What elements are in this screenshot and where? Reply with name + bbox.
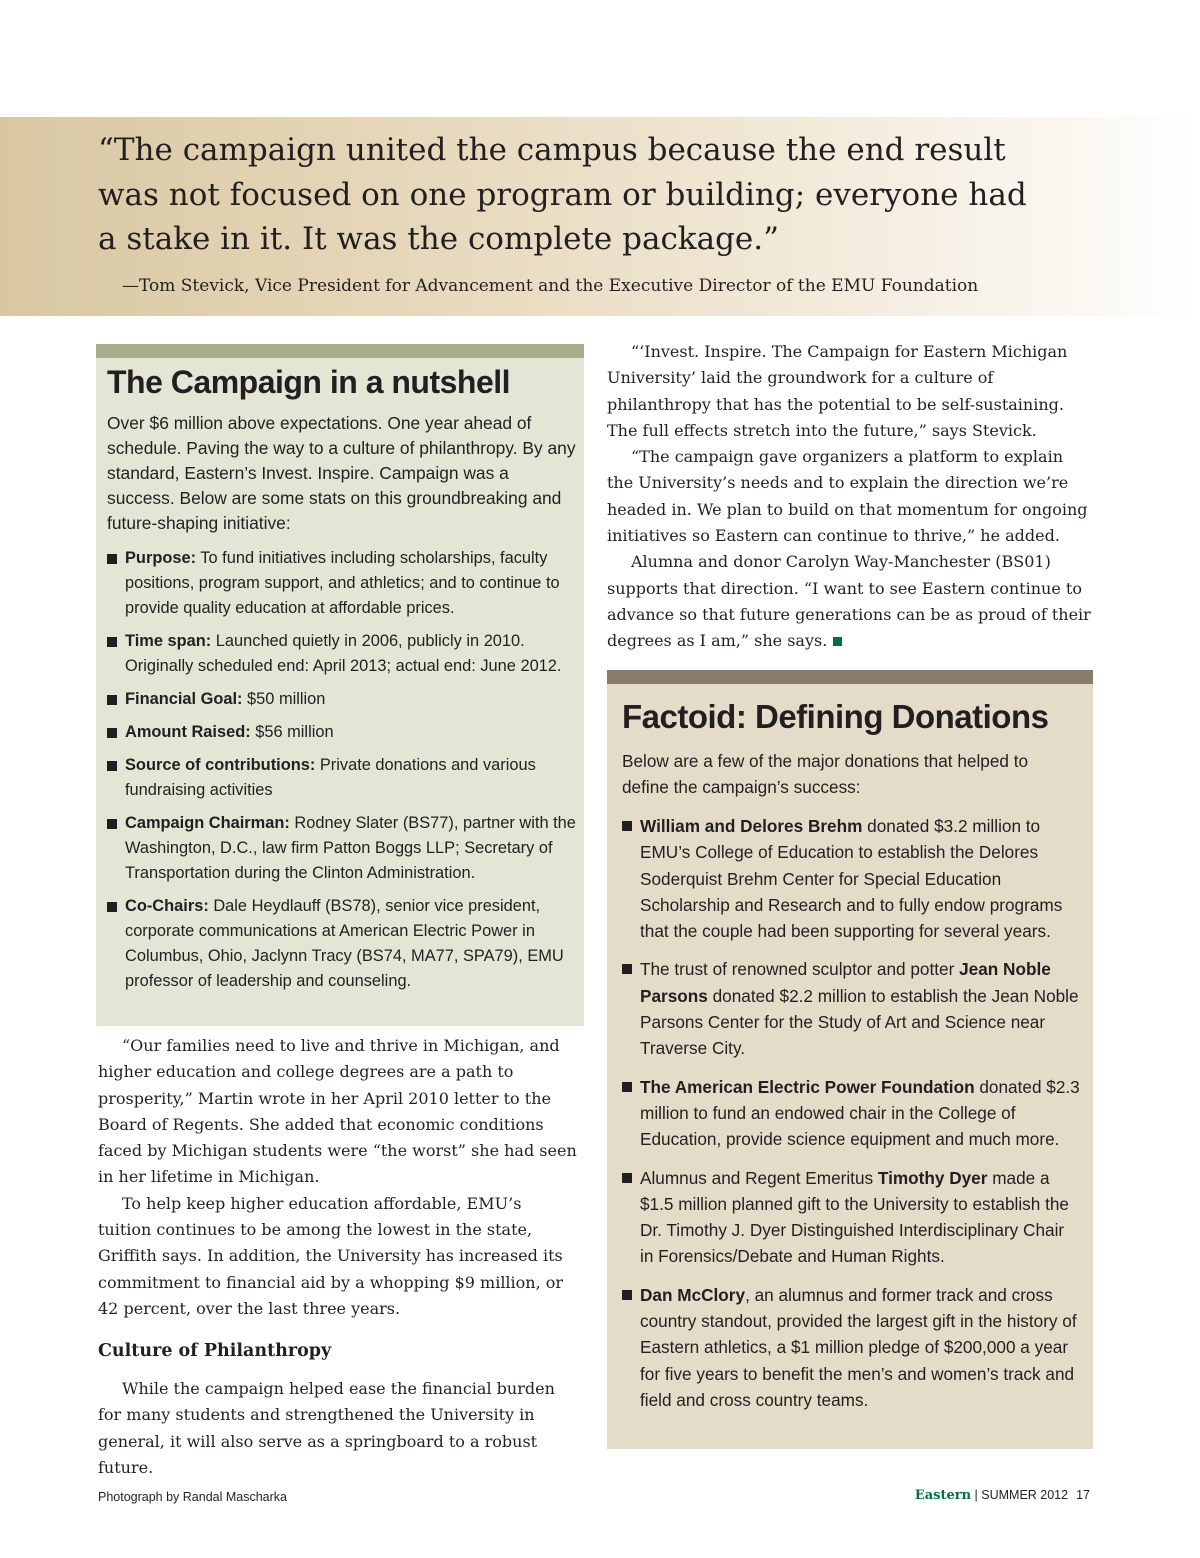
issue-label: | SUMMER 2012	[974, 1488, 1069, 1502]
item-text: , an alumnus and former track and cross country standout, provided the largest gift in the history of Eastern athletics, a $1 million pledge of $200,000 a year for five years to benefit the men’s and women’s track and field and cross country teams.	[640, 1284, 1077, 1410]
square-bullet-icon	[622, 1173, 632, 1183]
donations-list	[622, 813, 1080, 1425]
list-item	[622, 1165, 1080, 1270]
square-bullet-icon	[622, 821, 632, 831]
item-text: Dale Heydlauff (BS78), senior vice president, corporate communications at American Electric Power in Columbus, Ohio, Jaclynn Tracy (BS74, MA77, SPA79), EMU professor of leadership and counseling.	[125, 897, 564, 990]
list-item	[622, 1282, 1080, 1413]
item-label: Source of contributions:	[125, 756, 316, 774]
item-text: The trust of renowned sculptor and potter	[640, 959, 960, 980]
quote-attribution: —Tom Stevick, Vice President for Advancement and the Executive Director of the EMU Foundation	[122, 276, 979, 296]
square-bullet-icon	[622, 1082, 632, 1092]
right-column-text	[607, 339, 1093, 655]
list-item	[107, 894, 577, 994]
donor-name: Jean Noble Parsons	[640, 959, 1051, 1006]
square-bullet-icon	[107, 637, 117, 647]
nutshell-intro: Over $6 million above expectations. One year ahead of schedule. Paving the way to a culture of philanthropy. By any standard, Eastern’s Invest. Inspire. Campaign was a success. Below are some stats on this groundbreaking and future-shaping initiative:	[107, 413, 576, 533]
list-item	[107, 687, 577, 712]
item-text: Private donations and various fundraising activities	[125, 756, 536, 799]
item-label: Time span:	[125, 632, 212, 650]
body-paragraph: “‘Invest. Inspire. The Campaign for Eastern Michigan University’ laid the groundwork for a culture of philanthropy that has the potential to be self-sustaining. The full effects stretch into the future,” says Stevick.	[607, 342, 1068, 440]
photo-credit: Photograph by Randal Mascharka	[98, 1490, 288, 1504]
item-text: donated $2.3 million to fund an endowed chair in the College of Education, provide science equipment and much more.	[640, 1076, 1080, 1150]
item-text: Alumnus and Regent Emeritus	[640, 1167, 878, 1188]
donor-name: Dan McClory	[640, 1284, 746, 1305]
list-item	[107, 811, 577, 886]
item-label: Campaign Chairman:	[125, 814, 290, 832]
section-subhead: Culture of Philanthropy	[98, 1341, 332, 1361]
body-paragraph	[607, 549, 1093, 654]
magazine-name: Eastern	[914, 1488, 972, 1503]
item-text: $56 million	[250, 723, 334, 741]
item-text: Launched quietly in 2006, publicly in 2010. Originally scheduled end: April 2013; actual end: June 2012.	[125, 632, 562, 675]
item-text: donated $3.2 million to EMU’s College of Education to establish the Delores Soderquist Brehm Center for Special Education Scholarship and Research and to fully endow programs that the couple had been supporting for several years.	[640, 816, 1063, 942]
nutshell-list	[107, 546, 577, 1002]
square-bullet-icon	[107, 695, 117, 705]
nutshell-title: The Campaign in a nutshell	[107, 364, 511, 400]
donor-name: The American Electric Power Foundation	[640, 1076, 975, 1097]
left-column-text-2	[98, 1376, 578, 1481]
item-text: donated $2.2 million to establish the Jean Noble Parsons Center for the Study of Art and Science near Traverse City.	[640, 985, 1079, 1059]
item-label: Co-Chairs:	[125, 897, 209, 915]
square-bullet-icon	[107, 819, 117, 829]
square-bullet-icon	[107, 902, 117, 912]
pull-quote: “The campaign united the campus because the end result was not focused on one program or building; everyone had a stake in it. It was the complete package.”	[98, 132, 1027, 257]
item-label: Purpose:	[125, 549, 197, 567]
body-paragraph: While the campaign helped ease the financial burden for many students and strengthened the University in general, it will also serve as a springboard to a robust future.	[98, 1379, 555, 1477]
item-text: To fund initiatives including scholarships, faculty positions, program support, and athletics; and to continue to provide quality education at affordable prices.	[125, 549, 560, 617]
body-paragraph: To help keep higher education affordable, EMU’s tuition continues to be among the lowest in the state, Griffith says. In addition, the University has increased its commitment to financial aid by a whopping $9 million, or 42 percent, over the last three years.	[98, 1193, 564, 1318]
item-text: made a $1.5 million planned gift to the University to establish the Dr. Timothy J. Dyer Distinguished Interdisciplinary Chair in Forensics/Debate and Human Rights.	[640, 1167, 1069, 1267]
square-bullet-icon	[107, 728, 117, 738]
donor-name: Timothy Dyer	[877, 1167, 988, 1188]
factoid-intro: Below are a few of the major donations that helped to define the campaign’s success:	[622, 751, 1029, 797]
item-text: Rodney Slater (BS77), partner with the Washington, D.C., law firm Patton Boggs LLP; Secretary of Transportation during the Clinton Administration.	[125, 814, 576, 882]
donor-name: William and Delores Brehm	[640, 816, 863, 836]
list-item	[107, 720, 577, 745]
end-of-story-icon	[833, 637, 842, 646]
factoid-title: Factoid: Defining Donations	[622, 698, 1049, 735]
list-item	[107, 753, 577, 803]
body-paragraph: “Our families need to live and thrive in Michigan, and higher education and college degrees are a path to prosperity,” Martin wrote in her April 2010 letter to the Board of Regents. She added that economic conditions faced by Michigan students were “the worst” she had seen in her lifetime in Michigan.	[98, 1036, 577, 1187]
item-text: $50 million	[242, 690, 326, 708]
body-paragraph: “The campaign gave organizers a platform to explain the University’s needs and to explain the direction we’re headed in. We plan to build on that momentum for ongoing initiatives so Eastern can continue to thrive,” he added.	[607, 447, 1088, 546]
factoid-header-bar	[607, 670, 1093, 684]
square-bullet-icon	[107, 761, 117, 771]
item-label: Amount Raised:	[125, 723, 251, 741]
nutshell-header-bar	[96, 344, 584, 358]
left-column-text	[98, 1033, 578, 1322]
square-bullet-icon	[622, 1290, 632, 1300]
square-bullet-icon	[107, 554, 117, 564]
item-label: Financial Goal:	[125, 690, 243, 708]
list-item	[107, 546, 577, 621]
list-item	[107, 629, 577, 679]
list-item	[622, 813, 1080, 944]
body-paragraph-text: Alumna and donor Carolyn Way-Manchester (BS01) supports that direction. “I want to see Eastern continue to advance so that future generations can be as proud of their degrees as I am,” she says.	[607, 552, 1091, 651]
page-footer	[915, 1488, 1090, 1503]
square-bullet-icon	[622, 964, 632, 974]
nutshell-sidebar	[96, 344, 584, 1026]
list-item	[622, 1074, 1080, 1153]
factoid-box	[607, 670, 1093, 1449]
list-item	[622, 956, 1080, 1061]
page-number: 17	[1076, 1488, 1090, 1502]
